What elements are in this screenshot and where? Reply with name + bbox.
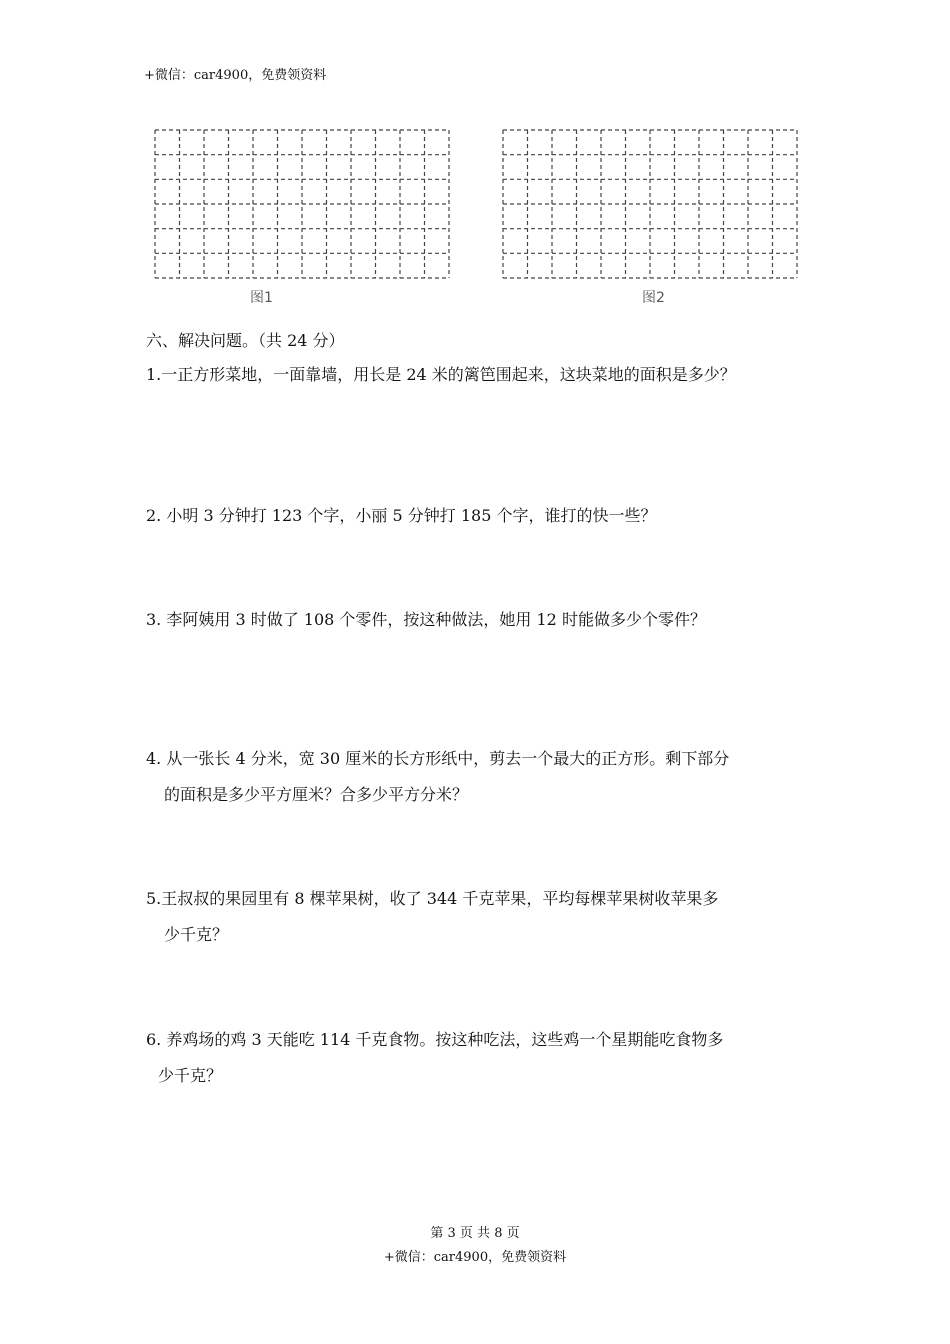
question-5-text: 5.王叔叔的果园里有 8 棵苹果树，收了 344 千克苹果，平均每棵苹果树收苹果多 [146, 889, 719, 908]
page-footer-note: +微信：car4900，免费领资料 [383, 1250, 567, 1265]
dashed-grid-2 [502, 128, 798, 280]
section-title: 六、解决问题。（共 24 分） [146, 331, 345, 350]
question-1-text: 1.一正方形菜地，一面靠墙，用长是 24 米的篱笆围起来，这块菜地的面积是多少？ [146, 365, 736, 384]
question-5-text-cont: 少千克？ [164, 925, 229, 944]
page-header-note: +微信：car4900，免费领资料 [144, 68, 327, 83]
question-5 [146, 881, 826, 953]
dashed-grid-1 [154, 128, 450, 280]
question-4-text: 4. 从一张长 4 分米，宽 30 厘米的长方形纸中，剪去一个最大的正方形。剩下部分 [146, 749, 730, 768]
question-1 [146, 357, 826, 393]
question-3 [146, 602, 826, 638]
question-6 [146, 1022, 826, 1094]
question-4-text-cont: 的面积是多少平方厘米？合多少平方分米？ [164, 785, 469, 804]
figure-2-grid [502, 128, 798, 280]
figure-1-caption: 图1 [250, 290, 273, 306]
page-number: 第 3 页 共 8 页 [430, 1226, 520, 1241]
question-4 [146, 741, 826, 813]
question-6-text: 6. 养鸡场的鸡 3 天能吃 114 千克食物。按这种吃法，这些鸡一个星期能吃食物多 [146, 1030, 724, 1049]
question-2 [146, 498, 826, 534]
figure-2-caption: 图2 [642, 290, 665, 306]
question-6-text-cont: 少千克？ [158, 1066, 223, 1085]
question-2-text: 2. 小明 3 分钟打 123 个字，小丽 5 分钟打 185 个字，谁打的快一些？ [146, 506, 657, 525]
figure-1-grid [154, 128, 450, 280]
question-3-text: 3. 李阿姨用 3 时做了 108 个零件，按这种做法，她用 12 时能做多少个零件？ [146, 610, 706, 629]
